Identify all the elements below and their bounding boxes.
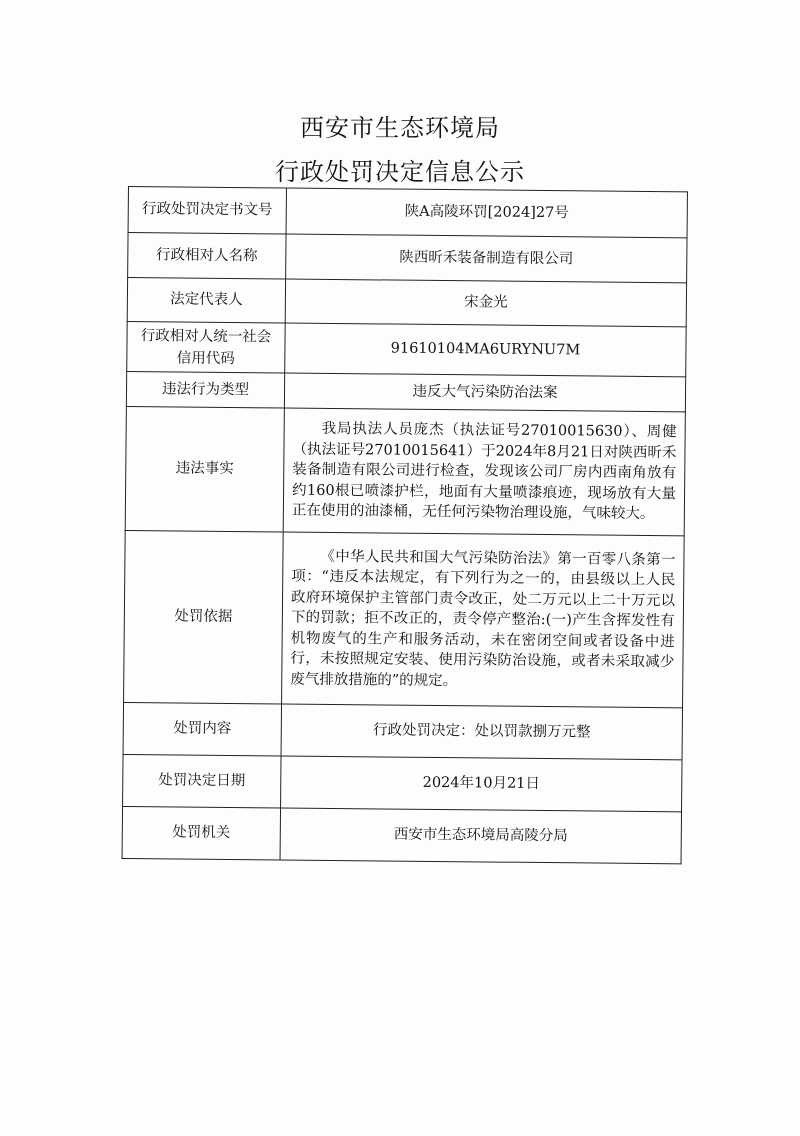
row-value: 《中华人民共和国大气污染防治法》第一百零八条第一项：“违反本法规定，有下列行为之一的，由县级以上人民政府环境保护主管部门责令改正，处二万元以上二十万元以下的罚款；拒不改正的，责令停产整治:(一)产生含挥发性有机物废气的生产和服务活动，未在密闭空间或者设备中进行，未按照规定安装、使用污染防治设施，或者未采取减少废气排放措施的”的规定。 — [282, 532, 685, 708]
row-label: 处罚决定日期 — [123, 754, 281, 808]
row-value: 我局执法人员庞杰（执法证号27010015630）、周健（执法证号27010015641）于2024年8月21日对陕西昕禾装备制造有限公司进行检查，发现该公司厂房内西南角放有约160根已喷漆护栏，地面有大量喷漆痕迹，现场放有大量正在使用的油漆桶，无任何污染物治理设施，气味较大。 — [283, 408, 685, 536]
row-label: 违法事实 — [125, 406, 284, 532]
table-row-decision-number — [128, 187, 687, 238]
row-label — [127, 321, 285, 373]
table-row-violation-type — [126, 371, 685, 411]
row-value: 陕西昕禾装备制造有限公司 — [286, 234, 687, 283]
row-label: 行政相对人名称 — [128, 233, 286, 280]
row-label-line2: 信用代码 — [176, 349, 235, 367]
table-row-legal-basis — [124, 530, 685, 707]
document-subtitle: 行政处罚决定信息公示 — [275, 158, 525, 186]
table-row-authority — [122, 806, 681, 863]
row-value: 陕A高陵环罚[2024]27号 — [286, 188, 687, 238]
row-label: 处罚依据 — [124, 530, 284, 704]
row-label: 法定代表人 — [127, 278, 285, 324]
row-value: 2024年10月21日 — [281, 756, 682, 812]
row-label: 处罚机关 — [122, 806, 280, 860]
row-value: 西安市生态环境局高陵分局 — [280, 808, 681, 864]
table-row-credit-code — [127, 321, 686, 376]
row-label: 行政处罚决定书文号 — [128, 187, 286, 235]
row-value: 宋金光 — [285, 279, 686, 327]
table-row-party-name — [128, 233, 687, 283]
row-value: 行政处罚决定：处以罚款捌万元整 — [281, 704, 682, 760]
row-label: 违法行为类型 — [126, 371, 284, 408]
row-value: 违反大气污染防治法案 — [284, 373, 685, 412]
table-row-decision-date — [123, 754, 682, 811]
document-title: 西安市生态环境局 — [300, 114, 500, 142]
row-value: 91610104MA6URYNU7M — [285, 323, 686, 377]
table-row-penalty-content — [123, 702, 682, 759]
table-row-legal-representative — [127, 278, 686, 327]
penalty-info-table — [122, 186, 688, 864]
table-row-violation-facts — [125, 406, 685, 535]
row-label-line1: 行政相对人统一社会 — [140, 327, 272, 345]
row-label: 处罚内容 — [123, 702, 281, 756]
